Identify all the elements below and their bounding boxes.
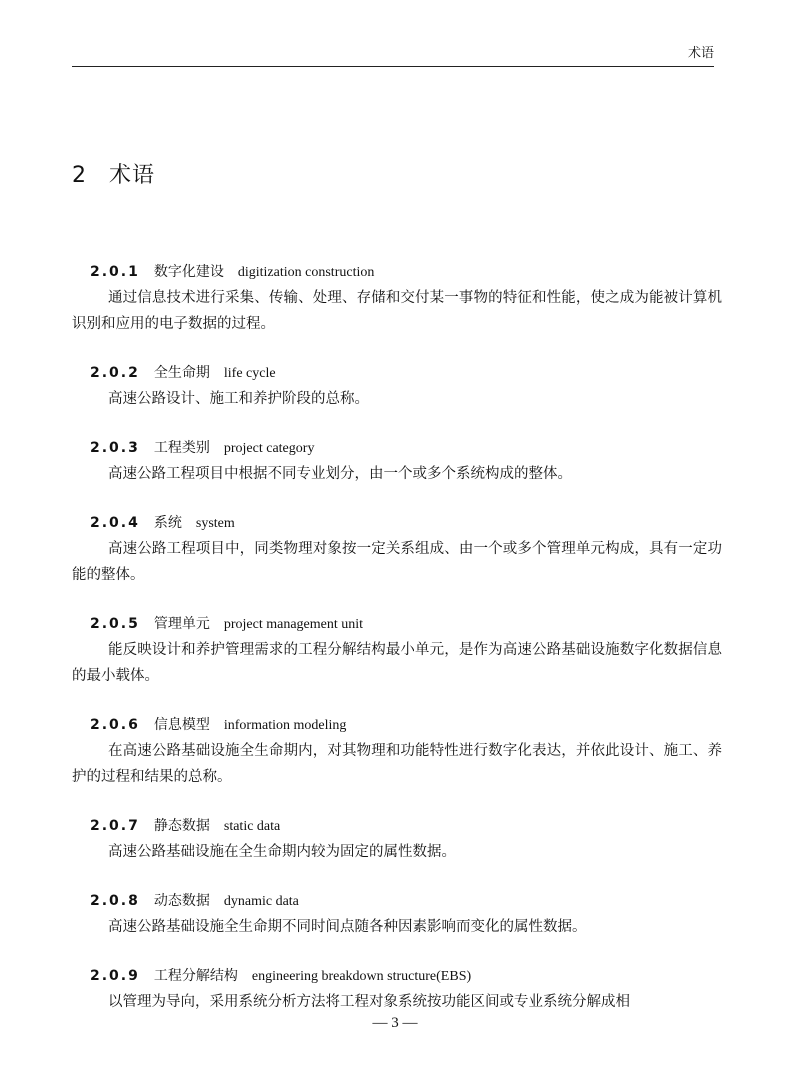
term-number: 2.0.4 [90, 515, 140, 531]
term-entry [72, 436, 722, 487]
term-entry [72, 964, 722, 1015]
term-chinese: 动态数据 [153, 893, 210, 909]
term-definition: 高速公路工程项目中，同类物理对象按一定关系组成、由一个或多个管理单元构成，具有一定功能的整体。 [72, 541, 722, 583]
term-chinese: 系统 [153, 515, 182, 531]
term-english: digitization construction [237, 265, 375, 280]
term-number: 2.0.7 [90, 818, 140, 834]
term-entry [72, 612, 722, 689]
term-definition: 高速公路基础设施全生命期不同时间点随各种因素影响而变化的属性数据。 [108, 919, 587, 935]
term-definition: 高速公路基础设施在全生命期内较为固定的属性数据。 [108, 844, 456, 860]
term-entry [72, 511, 722, 588]
term-number: 2.0.9 [90, 968, 140, 984]
terms-list [72, 260, 722, 1039]
term-chinese: 全生命期 [153, 365, 210, 381]
term-heading [72, 361, 722, 386]
term-number: 2.0.2 [90, 365, 140, 381]
term-number: 2.0.3 [90, 440, 140, 456]
term-heading [72, 436, 722, 461]
term-entry [72, 260, 722, 337]
term-definition: 通过信息技术进行采集、传输、处理、存储和交付某一事物的特征和性能，使之成为能被计算机识别和应用的电子数据的过程。 [72, 290, 722, 332]
term-entry [72, 713, 722, 790]
term-english: engineering breakdown structure(EBS) [251, 969, 472, 984]
term-heading [72, 964, 722, 989]
term-number: 2.0.1 [90, 264, 140, 280]
term-definition: 以管理为导向，采用系统分析方法将工程对象系统按功能区间或专业系统分解成相 [108, 994, 630, 1010]
term-chinese: 管理单元 [153, 616, 210, 632]
term-entry [72, 814, 722, 865]
term-heading [72, 511, 722, 536]
term-chinese: 工程类别 [153, 440, 210, 456]
term-chinese: 静态数据 [153, 818, 210, 834]
term-entry [72, 361, 722, 412]
term-definition: 能反映设计和养护管理需求的工程分解结构最小单元，是作为高速公路基础设施数字化数据信息的最小载体。 [72, 642, 722, 684]
term-definition: 高速公路设计、施工和养护阶段的总称。 [108, 391, 369, 407]
term-entry [72, 889, 722, 940]
header-rule [72, 66, 714, 67]
term-english: project management unit [223, 617, 364, 632]
term-number: 2.0.8 [90, 893, 140, 909]
term-heading [72, 612, 722, 637]
term-heading [72, 889, 722, 914]
term-number: 2.0.6 [90, 717, 140, 733]
term-english: life cycle [223, 366, 276, 381]
term-heading [72, 814, 722, 839]
term-definition: 在高速公路基础设施全生命期内，对其物理和功能特性进行数字化表达，并依此设计、施工、养护的过程和结果的总称。 [72, 743, 722, 785]
term-chinese: 数字化建设 [153, 264, 224, 280]
term-heading [72, 260, 722, 285]
term-heading [72, 713, 722, 738]
term-chinese: 工程分解结构 [153, 968, 238, 984]
term-english: information modeling [223, 718, 347, 733]
page-number: — 3 — [372, 1015, 418, 1031]
chapter-title-text: 术语 [109, 163, 156, 188]
term-definition: 高速公路工程项目中根据不同专业划分，由一个或多个系统构成的整体。 [108, 466, 572, 482]
term-english: static data [223, 819, 281, 834]
term-chinese: 信息模型 [153, 717, 210, 733]
chapter-number: 2 [72, 163, 87, 188]
term-number: 2.0.5 [90, 616, 140, 632]
running-header: 术语 [687, 46, 714, 61]
term-english: system [195, 516, 235, 531]
chapter-title [72, 158, 155, 189]
term-english: project category [223, 441, 315, 456]
term-english: dynamic data [223, 894, 299, 909]
